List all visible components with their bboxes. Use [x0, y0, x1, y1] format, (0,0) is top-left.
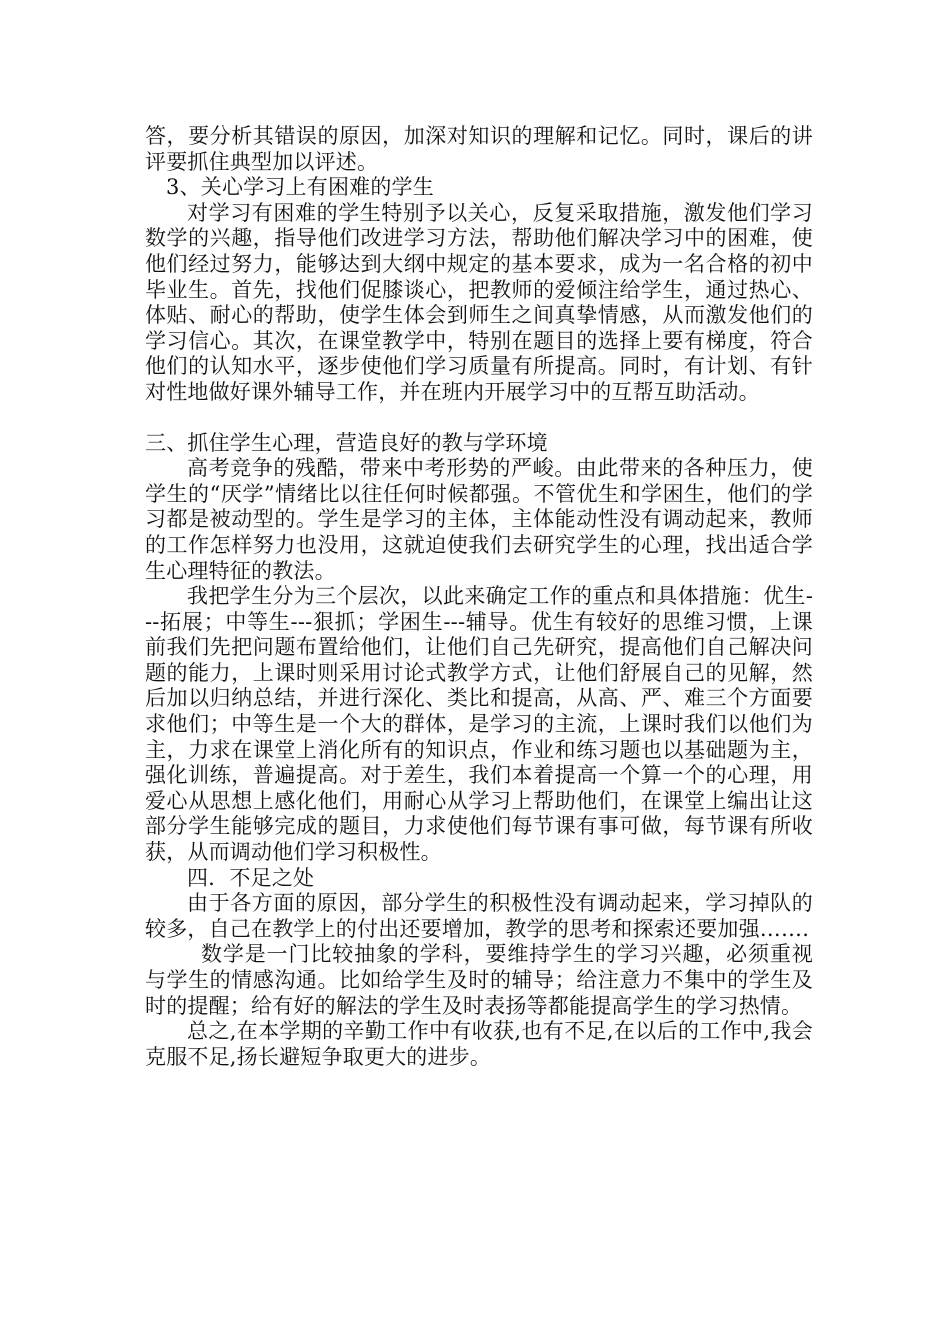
- paragraph-shortcomings: 由于各方面的原因，部分学生的积极性没有调动起来，学习掉队的较多，自己在教学上的付出还要增加，教学的思考和探索还要加强…….: [145, 891, 813, 941]
- section-heading-psychology: 三、抓住学生心理，营造良好的教与学环境: [145, 430, 548, 455]
- paragraph-difficult-students: 对学习有困难的学生特别予以关心，反复采取措施，激发他们学习数学的兴趣，指导他们改进学习方法，帮助他们解决学习中的困难，使他们经过努力，能够达到大纲中规定的基本要求，成为一名合格的初中毕业生。首先，找他们促膝谈心，把教师的爱倾注给学生，通过热心、体贴、耐心的帮助，使学生体会到师生之间真挚情感，从而激发他们的学习信心。其次，在课堂教学中，特别在题目的选择上要有梯度，符合他们的认知水平，逐步使他们学习质量有所提高。同时，有计划、有针对性地做好课外辅导工作，并在班内开展学习中的互帮互助活动。: [145, 200, 813, 404]
- blank-line: [145, 406, 813, 431]
- paragraph-math-interest: 数学是一门比较抽象的学科，要维持学生的学习兴趣，必须重视与学生的情感沟通。比如给学生及时的辅导；给注意力不集中的学生及时的提醒；给有好的解法的学生及时表扬等都能提高学生的学习热情。: [145, 942, 813, 1018]
- subheading-difficult-students: 3、关心学习上有困难的学生: [166, 175, 434, 200]
- paragraph-continuation: 答，要分析其错误的原因，加深对知识的理解和记忆。同时，课后的讲评要抓住典型加以评述。: [145, 124, 813, 174]
- paragraph-three-levels: 我把学生分为三个层次，以此来确定工作的重点和具体措施：优生---拓展；中等生---狠抓；学困生---辅导。优生有较好的思维习惯，上课前我们先把问题布置给他们，让他们自己先研究，提高他们自己解决问题的能力，上课时则采用讨论式教学方式，让他们舒展自己的见解，然后加以归纳总结，并进行深化、类比和提高，从高、严、难三个方面要求他们；中等生是一个大的群体，是学习的主流，上课时我们以他们为主，力求在课堂上消化所有的知识点，作业和练习题也以基础题为主，强化训练，普遍提高。对于差生，我们本着提高一个算一个的心理，用爱心从思想上感化他们，用耐心从学习上帮助他们，在课堂上编出让这部分学生能够完成的题目，力求使他们每节课有事可做，每节课有所收获，从而调动他们学习积极性。: [145, 584, 813, 865]
- paragraph-exam-pressure: 高考竞争的残酷，带来中考形势的严峻。由此带来的各种压力，使学生的“厌学”情绪比以往任何时候都强。不管优生和学困生，他们的学习都是被动型的。学生是学习的主体，主体能动性没有调动起来，教师的工作怎样努力也没用，这就迫使我们去研究学生的心理，找出适合学生心理特征的教法。: [145, 456, 813, 583]
- paragraph-summary: 总之,在本学期的辛勤工作中有收获,也有不足,在以后的工作中,我会克服不足,扬长避短争取更大的进步。: [145, 1019, 813, 1069]
- section-heading-shortcomings: 四．不足之处: [187, 865, 315, 890]
- document-page: [145, 124, 813, 1070]
